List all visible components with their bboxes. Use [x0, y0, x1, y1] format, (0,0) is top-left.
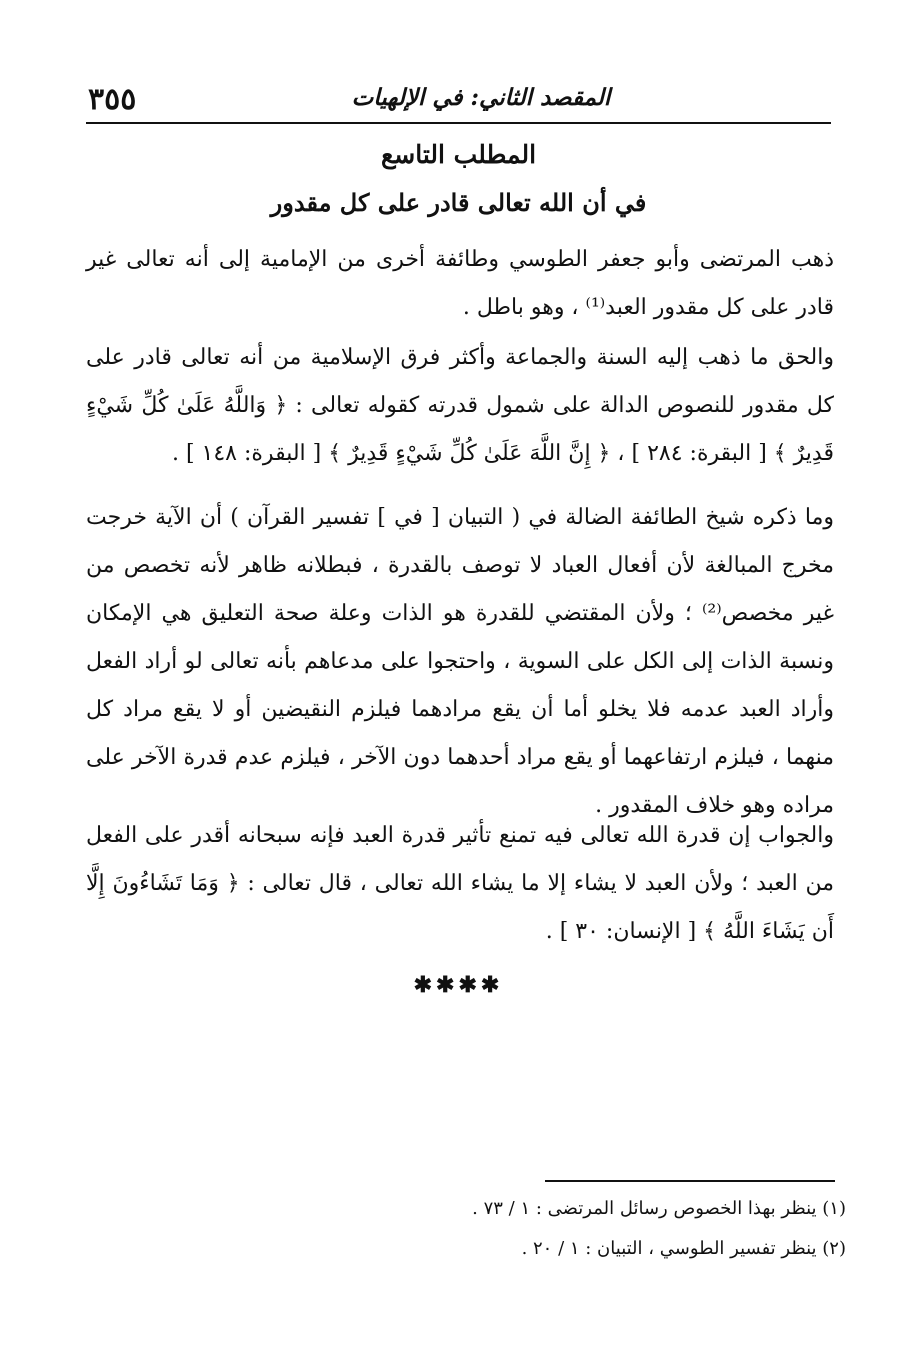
footnote-1: (١) ينظر بهذا الخصوص رسائل المرتضى : ١ / ٧٣ . — [472, 1198, 846, 1219]
section-subtitle: في أن الله تعالى قادر على كل مقدور — [270, 188, 647, 217]
section-title: المطلب التاسع — [380, 140, 537, 169]
footnote-2: (٢) ينظر تفسير الطوسي ، التبيان : ١ / ٢٠ . — [521, 1238, 846, 1259]
page-number: ٣٥٥ — [88, 82, 137, 117]
paragraph-3: وما ذكره شيخ الطائفة الضالة في ( التبيان [ في ] تفسير القرآن ) أن الآية خرجت مخرج المبالغة لأن أفعال العباد لا توصف بالقدرة ، فبطلانه ظاهر لأنه تخصص من غير مخصص⁽²⁾ ؛ ولأن المقتضي للقدرة هو الذات وعلة صحة التعليق هي الإمكان ونسبة الذات إلى الكل على السوية ، واحتجوا على مدعاهم بأنه تعالى لو أراد الفعل وأراد العبد عدمه فلا يخلو أما أن يقع مرادهما فيلزم النقيضين أو لا يقع مراد كل منهما ، فيلزم ارتفاعهما أو يقع مراد أحدهما دون الآخر ، فيلزم عدم قدرة الآخر على مراده وهو خلاف المقدور . — [86, 505, 834, 818]
paragraph-2: والحق ما ذهب إليه السنة والجماعة وأكثر فرق الإسلامية من أنه تعالى قادر على كل مقدور للنصوص الدالة على شمول قدرته كقوله تعالى : ﴿ وَاللَّهُ عَلَىٰ كُلِّ شَيْءٍ قَدِيرٌ ﴾ [ البقرة: ٢٨٤ ] ، ﴿ إِنَّ اللَّهَ عَلَىٰ كُلِّ شَيْءٍ قَدِيرٌ ﴾ [ البقرة: ١٤٨ ] . — [86, 345, 834, 466]
paragraph-1: ذهب المرتضى وأبو جعفر الطوسي وطائفة أخرى من الإمامية إلى أنه تعالى غير قادر على كل مقدور العبد⁽¹⁾ ، وهو باطل . — [86, 247, 834, 320]
page-header — [86, 78, 831, 124]
running-title: المقصد الثاني: في الإلهيات — [351, 84, 611, 111]
section-end-ornament: ✱✱✱✱ — [413, 972, 504, 998]
paragraph-4: والجواب إن قدرة الله تعالى فيه تمنع تأثير قدرة العبد فإنه سبحانه أقدر على الفعل من العبد ؛ ولأن العبد لا يشاء إلا ما يشاء الله تعالى ، قال تعالى : ﴿ وَمَا تَشَاءُونَ إِلَّا أَن يَشَاءَ اللَّهُ ﴾ [ الإنسان: ٣٠ ] . — [86, 823, 834, 944]
footnote-divider — [545, 1180, 835, 1182]
